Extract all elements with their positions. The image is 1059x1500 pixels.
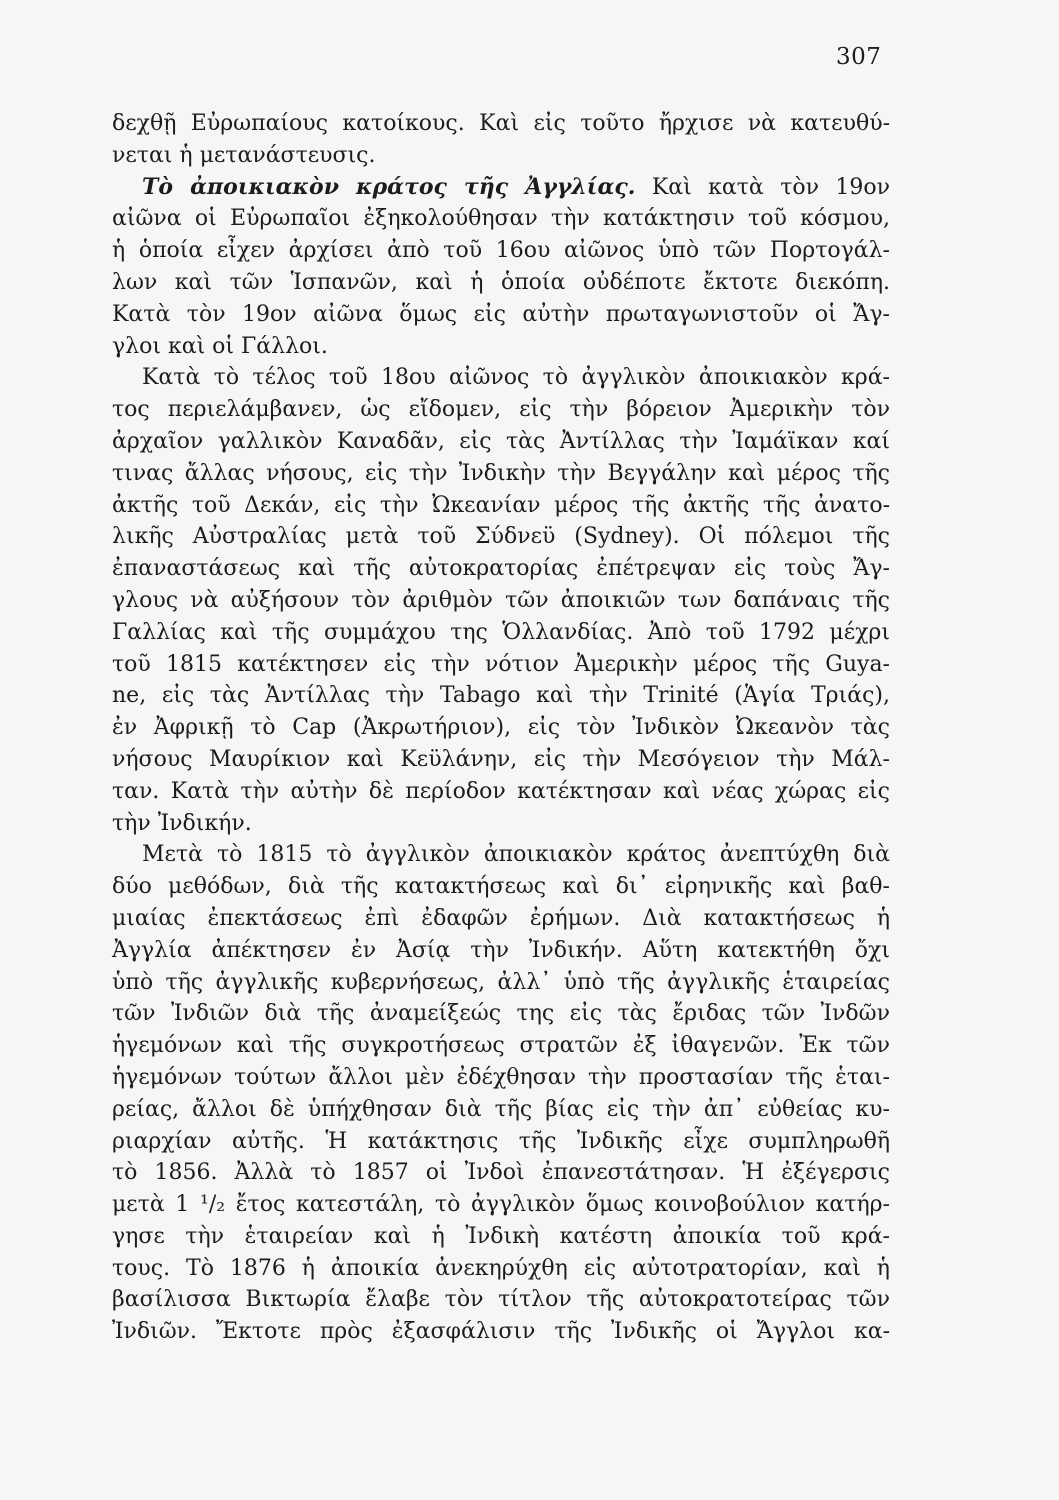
text-line bbox=[112, 1030, 890, 1062]
line-text: νήσους Μαυρίκιον καὶ Κεϋλάνην, εἰς τὴν Μεσόγειον τὴν Μάλ- bbox=[112, 746, 890, 772]
text-line bbox=[112, 458, 890, 490]
line-text: ἡγεμόνων τούτων ἄλλοι μὲν ἐδέχθησαν τὴν προστασίαν τῆς ἑται- bbox=[112, 1064, 890, 1090]
line-text: Ἰνδιῶν. Ἔκτοτε πρὸς ἐξασφάλισιν τῆς Ἰνδικῆς οἱ Ἄγγλοι κα- bbox=[112, 1319, 890, 1345]
text-line bbox=[112, 1221, 890, 1253]
line-text: μετὰ 1 ¹/₂ ἔτος κατεστάλη, τὸ ἀγγλικὸν ὅμως κοινοβούλιον κατήρ- bbox=[112, 1192, 890, 1218]
text-line bbox=[112, 140, 890, 172]
section-heading: Τὸ ἀποικιακὸν κράτος τῆς Ἀγγλίας. bbox=[142, 173, 636, 200]
text-line bbox=[112, 903, 890, 935]
line-text: δύο μεθόδων, διὰ τῆς κατακτήσεως καὶ δι᾿ εἰρηνικῆς καὶ βαθ- bbox=[112, 874, 890, 900]
line-text: γησε τὴν ἑταιρείαν καὶ ἡ Ἰνδικὴ κατέστη ἀποικία τοῦ κρά- bbox=[112, 1223, 890, 1249]
text-line bbox=[112, 521, 890, 553]
text-line bbox=[112, 585, 890, 617]
line-text: τους. Τὸ 1876 ἡ ἀποικία ἀνεκηρύχθη εἰς αὐτοτρατορίαν, καὶ ἡ bbox=[112, 1255, 890, 1281]
text-line bbox=[112, 1126, 890, 1158]
line-text: νεται ἡ μετανάστευσις. bbox=[112, 142, 376, 168]
line-text: Ἀγγλία ἀπέκτησεν ἐν Ἀσίᾳ τὴν Ἰνδικήν. Αὕτη κατεκτήθη ὄχι bbox=[112, 937, 890, 963]
body-text bbox=[112, 108, 890, 1348]
line-text: τος περιελάμβανεν, ὡς εἴδομεν, εἰς τὴν βόρειον Ἀμερικὴν τὸν bbox=[112, 397, 890, 423]
line-text: Καὶ κατὰ τὸν 19ον bbox=[635, 174, 890, 200]
text-line bbox=[112, 267, 890, 299]
text-line bbox=[112, 998, 890, 1030]
text-line bbox=[112, 331, 890, 363]
text-line bbox=[112, 839, 890, 871]
text-line bbox=[112, 1189, 890, 1221]
text-line bbox=[112, 490, 890, 522]
text-line bbox=[112, 744, 890, 776]
line-text: ne, εἰς τὰς Ἀντίλλας τὴν Tabago καὶ τὴν Trinité (Ἁγία Τριάς), bbox=[112, 683, 890, 709]
line-text: Μετὰ τὸ 1815 τὸ ἀγγλικὸν ἀποικιακὸν κράτος ἀνεπτύχθη διὰ bbox=[142, 842, 890, 868]
text-line bbox=[112, 808, 890, 840]
text-line bbox=[112, 1316, 890, 1348]
line-text: ἐπαναστάσεως καὶ τῆς αὐτοκρατορίας ἐπέτρεψαν εἰς τοὺς Ἄγ- bbox=[112, 556, 890, 582]
text-line bbox=[112, 871, 890, 903]
line-text: Κατὰ τὸ τέλος τοῦ 18ου αἰῶνος τὸ ἀγγλικὸν ἀποικιακὸν κρά- bbox=[142, 365, 890, 391]
text-line bbox=[112, 1094, 890, 1126]
text-line bbox=[112, 172, 890, 204]
line-text: ρείας, ἄλλοι δὲ ὑπήχθησαν διὰ τῆς βίας εἰς τὴν ἀπ᾿ εὐθείας κυ- bbox=[112, 1096, 890, 1122]
line-text: λων καὶ τῶν Ἱσπανῶν, καὶ ἡ ὁποία οὐδέποτε ἔκτοτε διεκόπη. bbox=[112, 269, 890, 295]
text-line bbox=[112, 203, 890, 235]
text-line bbox=[112, 108, 890, 140]
line-text: τὴν Ἰνδικήν. bbox=[112, 810, 252, 836]
text-line bbox=[112, 553, 890, 585]
line-text: ἀκτῆς τοῦ Δεκάν, εἰς τὴν Ὠκεανίαν μέρος τῆς ἀκτῆς τῆς ἀνατο- bbox=[112, 492, 890, 518]
line-text: τῶν Ἰνδιῶν διὰ τῆς ἀναμείξεώς της εἰς τὰς ἔριδας τῶν Ἰνδῶν bbox=[112, 1001, 890, 1027]
line-text: ριαρχίαν αὐτῆς. Ἡ κατάκτησις τῆς Ἰνδικῆς εἶχε συμπληρωθῆ bbox=[112, 1128, 890, 1154]
line-text: ἐν Ἀφρικῇ τὸ Cap (Ἀκρωτήριον), εἰς τὸν Ἰνδικὸν Ὠκεανὸν τὰς bbox=[112, 715, 890, 741]
line-text: ἡ ὁποία εἶχεν ἀρχίσει ἀπὸ τοῦ 16ου αἰῶνος ὑπὸ τῶν Πορτογάλ- bbox=[112, 238, 890, 264]
line-text: Γαλλίας καὶ τῆς συμμάχου της Ὁλλανδίας. Ἀπὸ τοῦ 1792 μέχρι bbox=[112, 619, 890, 645]
text-line bbox=[112, 362, 890, 394]
line-text: λικῆς Αὐστραλίας μετὰ τοῦ Σύδνεϋ (Sydney). Οἱ πόλεμοι τῆς bbox=[112, 524, 890, 550]
line-text: γλους νὰ αὐξήσουν τὸν ἀριθμὸν τῶν ἀποικιῶν των δαπάναις τῆς bbox=[112, 587, 890, 613]
text-line bbox=[112, 1062, 890, 1094]
page-number: 307 bbox=[836, 44, 882, 70]
text-line bbox=[112, 235, 890, 267]
text-line bbox=[112, 1157, 890, 1189]
line-text: ταν. Κατὰ τὴν αὐτὴν δὲ περίοδον κατέκτησαν καὶ νέας χώρας εἰς bbox=[112, 778, 890, 804]
line-text: ἀρχαῖον γαλλικὸν Καναδᾶν, εἰς τὰς Ἀντίλλας τὴν Ἰαμάϊκαν καί bbox=[112, 428, 890, 454]
text-line bbox=[112, 649, 890, 681]
text-line bbox=[112, 712, 890, 744]
line-text: βασίλισσα Βικτωρία ἔλαβε τὸν τίτλον τῆς αὐτοκρατοτείρας τῶν bbox=[112, 1287, 890, 1313]
text-line bbox=[112, 299, 890, 331]
line-text: ὑπὸ τῆς ἀγγλικῆς κυβερνήσεως, ἀλλ᾿ ὑπὸ τῆς ἀγγλικῆς ἑταιρείας bbox=[112, 969, 890, 995]
line-text: δεχθῇ Εὐρωπαίους κατοίκους. Καὶ εἰς τοῦτο ἤρχισε νὰ κατευθύ- bbox=[112, 111, 890, 136]
line-text: τινας ἄλλας νήσους, εἰς τὴν Ἰνδικὴν τὴν Βεγγάλην καὶ μέρος τῆς bbox=[112, 460, 890, 486]
line-text: τοῦ 1815 κατέκτησεν εἰς τὴν νότιον Ἀμερικὴν μέρος τῆς Guya- bbox=[112, 651, 890, 677]
line-text: αἰῶνα οἱ Εὐρωπαῖοι ἐξηκολούθησαν τὴν κατάκτησιν τοῦ κόσμου, bbox=[112, 206, 890, 232]
text-line bbox=[112, 1284, 890, 1316]
text-line bbox=[112, 776, 890, 808]
text-line bbox=[112, 1253, 890, 1285]
line-text: γλοι καὶ οἱ Γάλλοι. bbox=[112, 333, 328, 359]
text-line bbox=[112, 617, 890, 649]
line-text: τὸ 1856. Ἀλλὰ τὸ 1857 οἱ Ἰνδοὶ ἐπανεστάτησαν. Ἡ ἐξέγερσις bbox=[112, 1160, 890, 1186]
text-line bbox=[112, 935, 890, 967]
text-line bbox=[112, 967, 890, 999]
text-line bbox=[112, 680, 890, 712]
line-text: ἡγεμόνων καὶ τῆς συγκροτήσεως στρατῶν ἐξ ἰθαγενῶν. Ἐκ τῶν bbox=[112, 1033, 890, 1059]
text-line bbox=[112, 426, 890, 458]
line-text: μιαίας ἐπεκτάσεως ἐπὶ ἐδαφῶν ἐρήμων. Διὰ κατακτήσεως ἡ bbox=[112, 905, 890, 931]
text-line bbox=[112, 394, 890, 426]
line-text: Κατὰ τὸν 19ον αἰῶνα ὅμως εἰς αὐτὴν πρωταγωνιστοῦν οἱ Ἄγ- bbox=[112, 301, 890, 327]
